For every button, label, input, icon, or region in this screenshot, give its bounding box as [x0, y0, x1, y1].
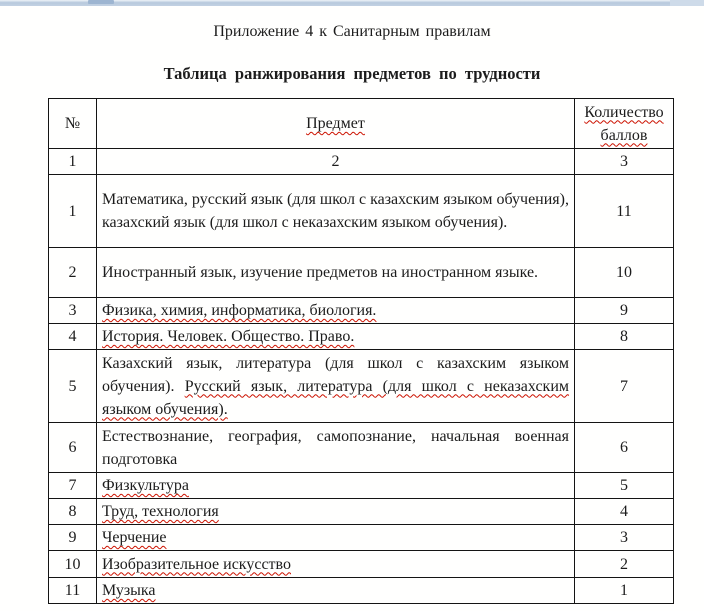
difficulty-ranking-table: [48, 98, 674, 604]
cell-subject: [97, 499, 575, 525]
table-row: [49, 298, 674, 324]
misspelled-subject-text: Черчение: [102, 529, 167, 546]
cell-subject: [97, 324, 575, 350]
cell-row-number: 3: [49, 298, 97, 324]
table-row: [49, 473, 674, 499]
table-row: [49, 578, 674, 604]
col-header-number: №: [49, 99, 97, 149]
cell-row-number: 2: [49, 248, 97, 298]
cell-score: 8: [575, 324, 674, 350]
chrome-fragment: [88, 0, 114, 4]
cell-row-number: 10: [49, 551, 97, 578]
subject-text: Естествознание, география, самопознание, начальная военная подготовка: [102, 427, 569, 468]
cell-score: 5: [575, 473, 674, 499]
appendix-heading: Приложение 4 к Санитарным правилам: [213, 23, 491, 40]
cell-row-number: 1: [49, 175, 97, 248]
misspelled-subject-text: Музыка: [102, 582, 156, 599]
cell-row-number: 8: [49, 499, 97, 525]
cell-score: 9: [575, 298, 674, 324]
document-title: Таблица ранжирования предметов по трудности: [163, 64, 541, 83]
cell-subject: [97, 578, 575, 604]
cell-score: 7: [575, 350, 674, 423]
cell-score: 1: [575, 578, 674, 604]
cell-subject: [97, 298, 575, 324]
table-row: [49, 175, 674, 248]
subject-text: Математика, русский язык (для школ с казахским языком обучения), казахский язык (для школ с неказахским языком обучения).: [102, 191, 569, 231]
cell-subject: [97, 551, 575, 578]
cell-score: 11: [575, 175, 674, 248]
table-row: [49, 423, 674, 473]
cell-subject: [97, 175, 575, 248]
column-numbering-row: [49, 149, 674, 175]
cell-col-index: 2: [97, 149, 575, 175]
cell-score: 10: [575, 248, 674, 298]
cell-score: 2: [575, 551, 674, 578]
col-header-score: [575, 99, 674, 149]
cell-subject: [97, 423, 575, 473]
cell-row-number: 6: [49, 423, 97, 473]
misspelled-subject-text: История. Человек. Общество. Право.: [102, 328, 355, 345]
table-row: [49, 350, 674, 423]
cell-subject: [97, 248, 575, 298]
document-page: [0, 6, 704, 611]
cell-row-number: 5: [49, 350, 97, 423]
misspelled-subject-text: Изобразительное искусство: [102, 555, 291, 573]
misspelled-subject-text: Физкультура: [102, 477, 189, 494]
misspelled-header-text: Количество баллов: [584, 103, 664, 144]
cell-subject: [97, 350, 575, 423]
subject-text: Иностранный язык, изучение предметов на иностранном языке.: [102, 264, 539, 281]
cell-score: 6: [575, 423, 674, 473]
cell-subject: [97, 525, 575, 551]
cell-row-number: 11: [49, 578, 97, 604]
table-row: [49, 525, 674, 551]
cell-col-index: 1: [49, 149, 97, 175]
table-row: [49, 499, 674, 525]
misspelled-subject-text: Труд, технология: [102, 503, 219, 520]
cell-row-number: 7: [49, 473, 97, 499]
cell-score: 3: [575, 525, 674, 551]
cell-score: 4: [575, 499, 674, 525]
table-row: [49, 551, 674, 578]
cell-col-index: 3: [575, 149, 674, 175]
misspelled-header-text: Предмет: [306, 115, 365, 132]
subject-text: Казахский язык, литература (для школ с казахским языком обучения).: [102, 354, 569, 395]
misspelled-subject-text: Физика, химия, информатика, биология.: [102, 302, 377, 319]
table-header-row: [49, 99, 674, 149]
col-header-subject: [97, 99, 575, 149]
cell-subject: [97, 473, 575, 499]
cell-row-number: 4: [49, 324, 97, 350]
table-row: [49, 248, 674, 298]
cell-row-number: 9: [49, 525, 97, 551]
misspelled-subject-text: Русский язык, литература (для школ с неказахским языком обучения).: [102, 377, 570, 418]
table-row: [49, 324, 674, 350]
